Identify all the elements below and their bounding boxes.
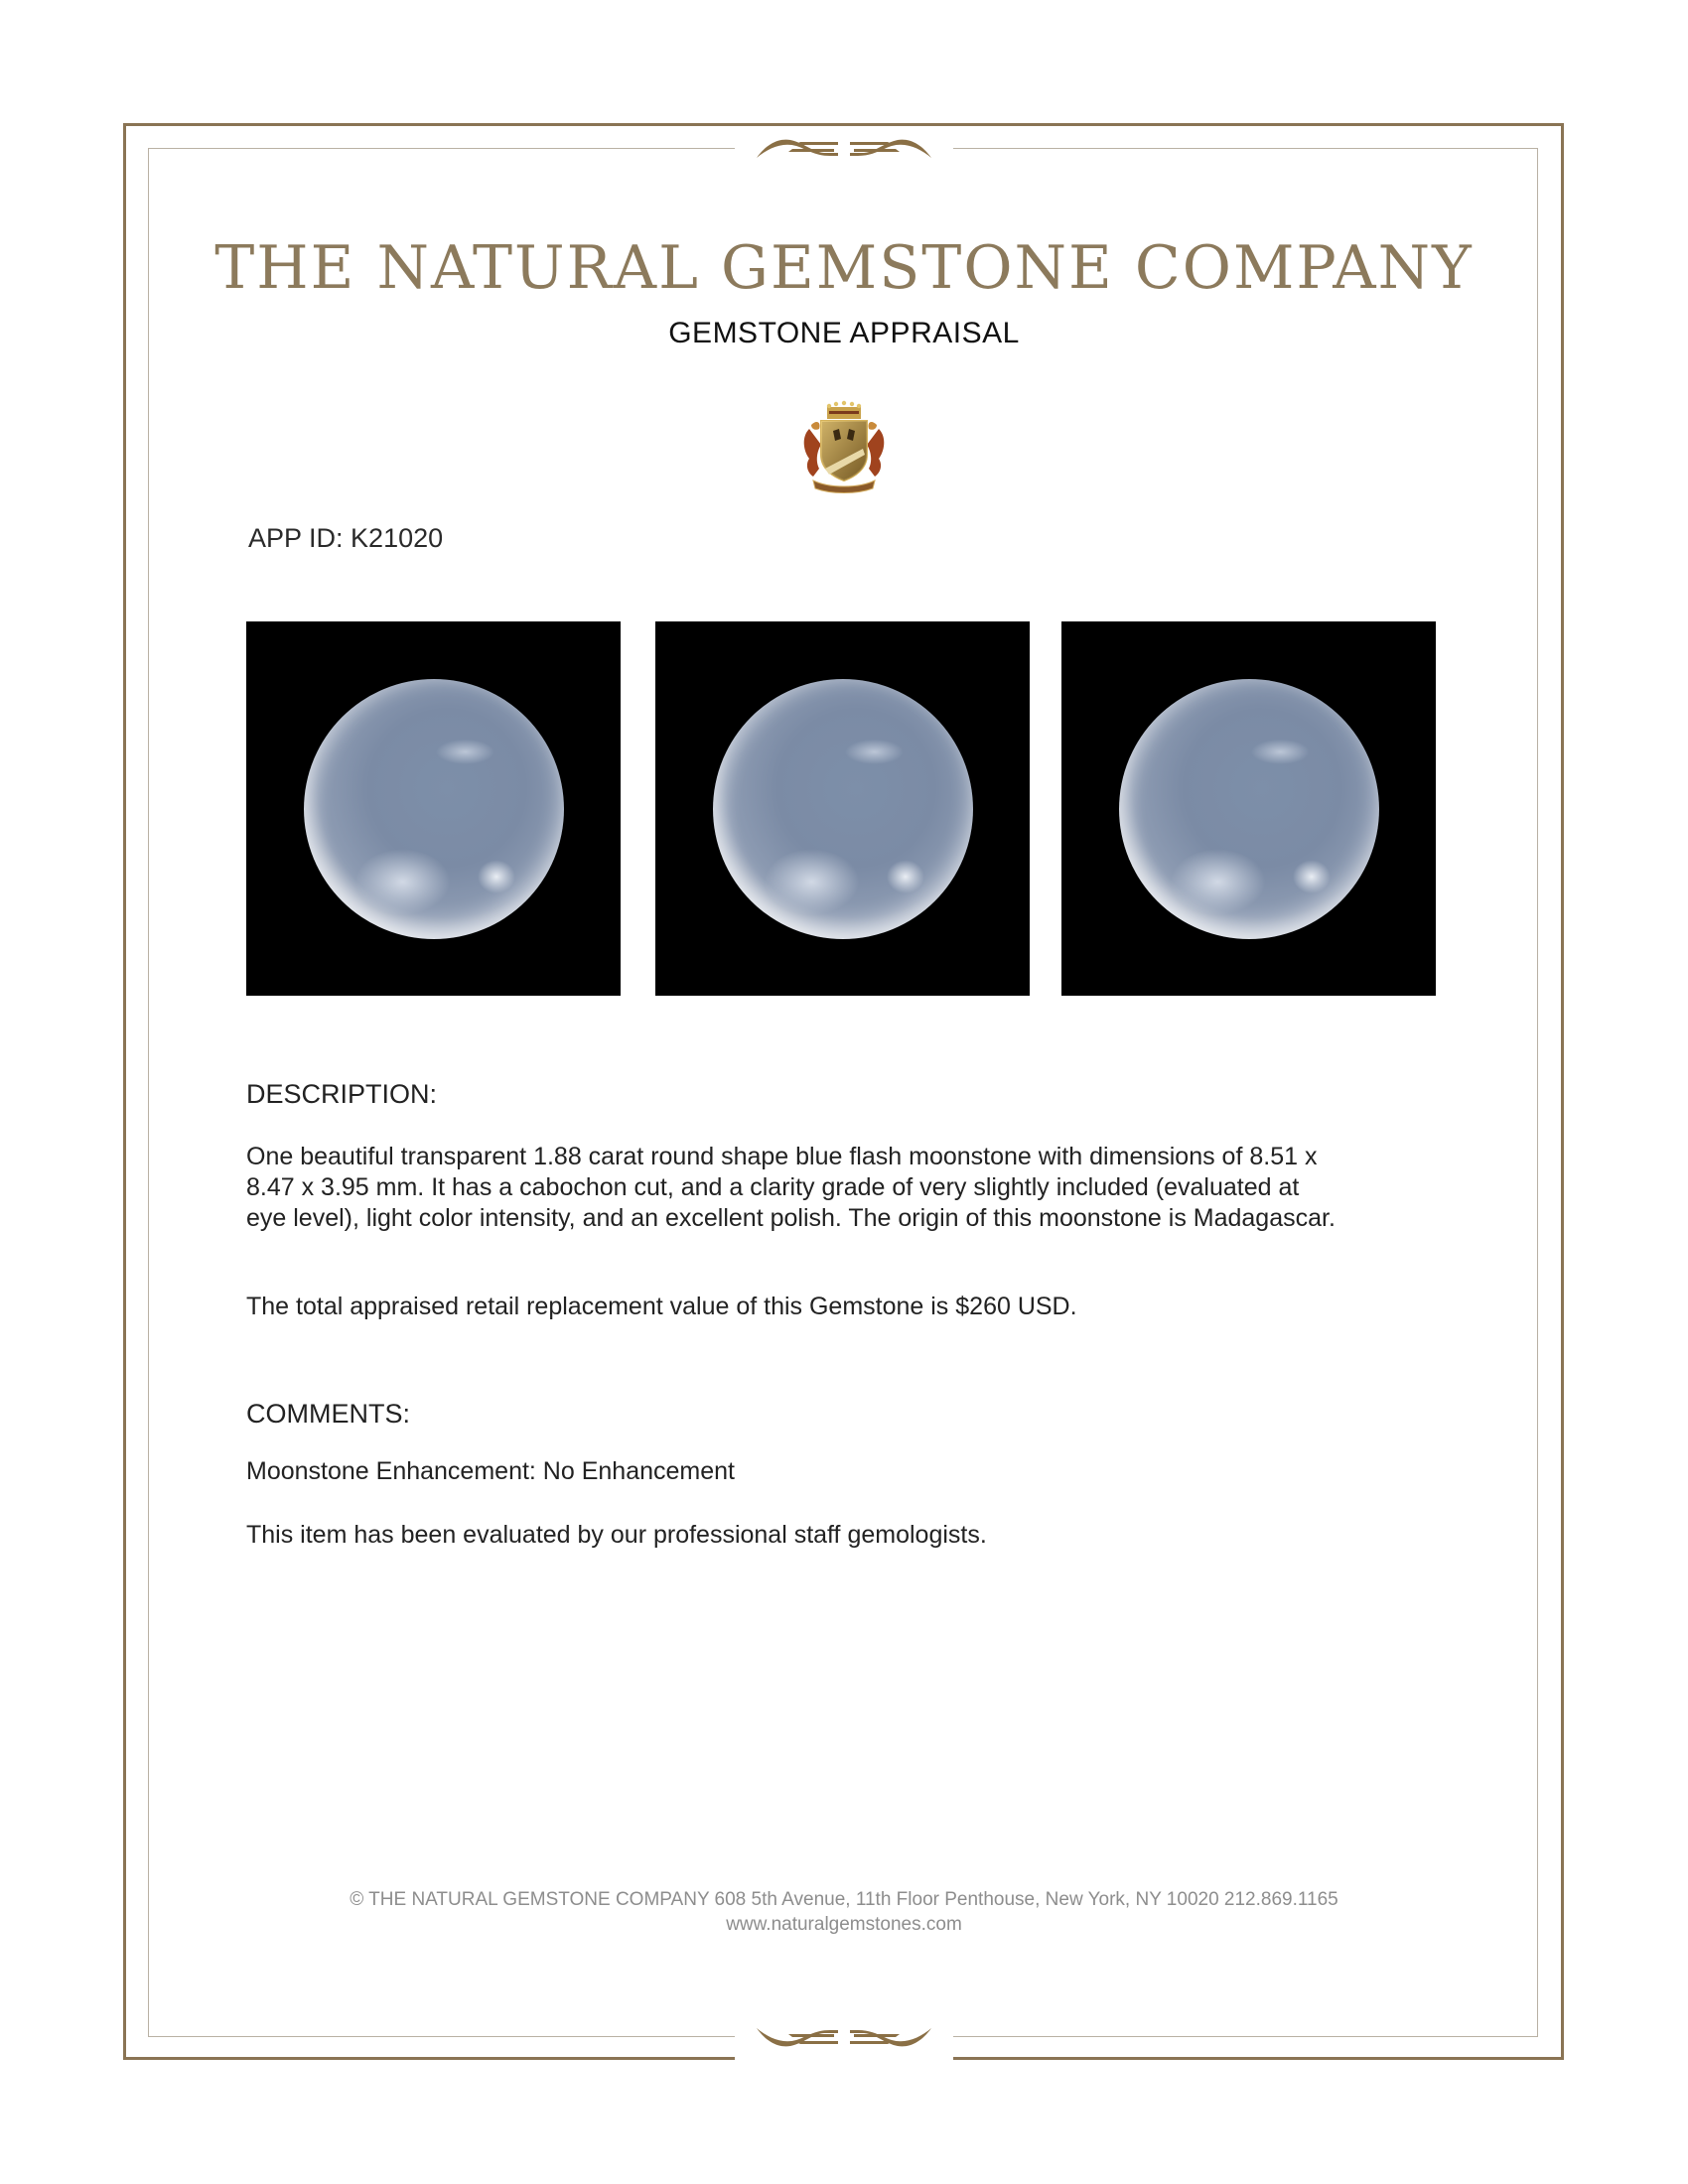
comments-heading: COMMENTS: xyxy=(246,1399,410,1429)
document-title: GEMSTONE APPRAISAL xyxy=(668,317,1020,349)
moonstone-image xyxy=(1119,679,1379,939)
flourish-ornament-top-icon xyxy=(735,126,953,172)
gem-photo-3 xyxy=(1061,621,1436,996)
gem-photo-2 xyxy=(655,621,1030,996)
description-text xyxy=(246,1142,1458,1234)
enhancement-comment: Moonstone Enhancement: No Enhancement xyxy=(246,1457,735,1485)
moonstone-image xyxy=(304,679,564,939)
evaluation-note: This item has been evaluated by our professional staff gemologists. xyxy=(246,1521,987,1549)
gem-photo-1 xyxy=(246,621,621,996)
moonstone-image xyxy=(713,679,973,939)
app-id-label: APP ID: K21020 xyxy=(248,523,444,553)
heraldic-crest-icon xyxy=(799,399,889,494)
appraised-value-statement: The total appraised retail replacement value of this Gemstone is $260 USD. xyxy=(246,1293,1077,1320)
description-line: One beautiful transparent 1.88 carat round shape blue flash moonstone with dimensions of 8.51 x xyxy=(246,1143,1318,1170)
description-heading: DESCRIPTION: xyxy=(246,1079,438,1109)
description-line: eye level), light color intensity, and an excellent polish. The origin of this moonstone is Madagascar. xyxy=(246,1204,1336,1232)
description-line: 8.47 x 3.95 mm. It has a cabochon cut, and a clarity grade of very slightly included (evaluated at xyxy=(246,1173,1300,1201)
flourish-ornament-bottom-icon xyxy=(735,2014,953,2060)
footer-website-link[interactable]: www.naturalgemstones.com xyxy=(726,1914,962,1935)
footer-address: © THE NATURAL GEMSTONE COMPANY 608 5th Avenue, 11th Floor Penthouse, New York, NY 10020 212.869.1165 xyxy=(350,1889,1338,1910)
company-name-heading: THE NATURAL GEMSTONE COMPANY xyxy=(214,233,1474,303)
